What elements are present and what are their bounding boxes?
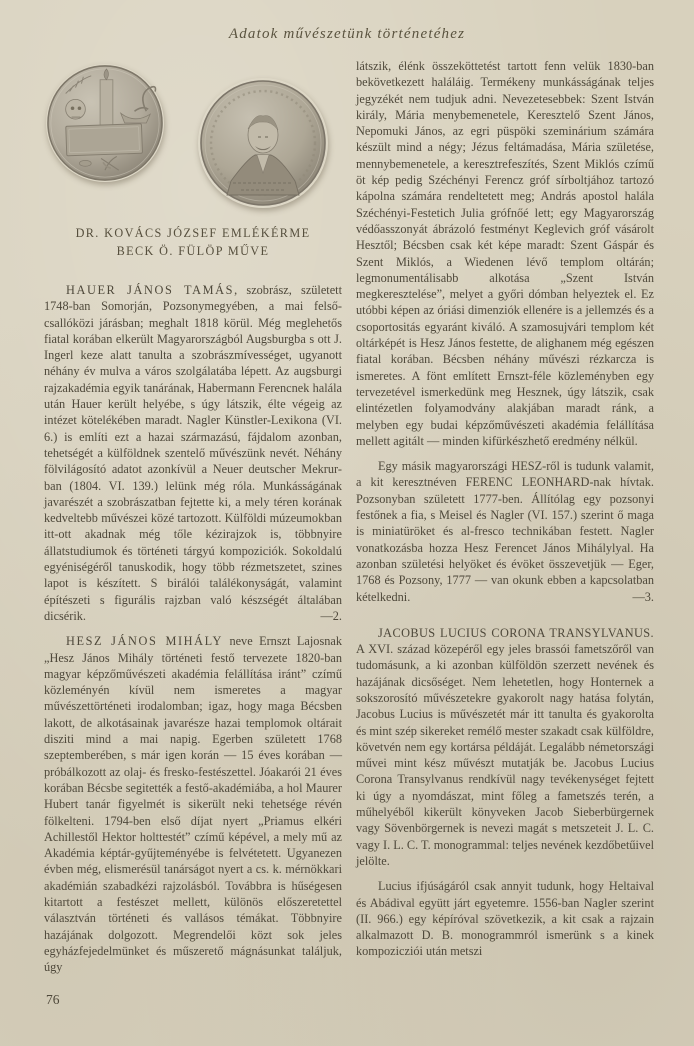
figure-caption	[44, 224, 342, 260]
running-head: Adatok művészetünk történetéhez	[228, 26, 466, 42]
paragraph-hesz-continued	[356, 58, 654, 449]
paragraph-text: neve Ernszt Lajosnak „Hesz János Mihály történeti festő tervezete 1820-ban magyar képzőművészeti akadémia felállítása iránt” czímű közleményén kívül nem ismeretes a magyar művészettörténeti irodalomban; igaz, hogy maga Bécsben lakott, de alkotásainak javarésze hazai templomok oltárait disziti mind a mai napig. Egerben született 1768 szeptemberében, s már igen korán — 15 éves korában — próbálkozott az olaj- és fresko-festészettel. Jóakarói 21 éves korában Bécsbe segitették a festő-akadémiába, a hol Maurer Hubert tanár figyelmét is sikerült neki tehetsége révén fölkelteni. 1794-ben első díjat nyert „Priamus elkéri Achillestől Hektor holttestét” czímű képével, a mely mű az Akadémia képtár-gyűjteményébe is felvétetett. Ugyanezen évben még, elismerésül tanárságot nyert a cs. k. mérnökkari akadémián szabadkézi rajzolásból. Továbbra is hűségesen kitartott a festészet mellett, különös előszeretettel választván történeti és vallásos témákat. Többnyire hazájának dolgozott. Megrendelői közt sok jeles egyházfejedelmünket és műszerető mágnásunkat találjuk, úgy	[44, 634, 342, 975]
person-name-lead: JACOBUS LUCIUS CORONA TRANSYLVANUS.	[378, 625, 654, 640]
page-number: 76	[46, 992, 60, 1007]
paragraph-text: , szobrász, született 1748-ban Somorján, Pozsonymegyében, a mai felső-csallóközi járásban; meghalt 1818 körül. Még meglehetős fiatal korában elkerült Magyarországból Augsburgba s ott J. Ingerl keze alatt tanulta a szobrászmívességet, ugyanott néhány év mulva a város szolgálatába lépett. Az augsburgi rajzakadémia egyik tanárának, Habermann Ferencnek halála után Hauer került helyébe, s úgy látszik, élte végeig az intézet kötelékében maradt. Nagler Künstler-Lexikona (VI. 6.) is említi ezt a hazai származású, fájdalom azonban, tehetségét a külföldnek szentelő művészünk nevét. Néhány fölvilágosító adatot azonkívül a Neuer deutscher Mekrur-ban (1804. VI. 139.) lelünk még róla. Munkásságának javarészét a szobrászatban fejtette ki, a mely téren korának kedveltebb művészei közé tartozott. Külföldi múzeumokban itt-ott akadnak még tőle kézirajzok is, többnyire állatstudiumok és történeti tárgyú kompoziciók. Sokoldalú egyéniségéről tanuskodik, hogy több rézmetszetet, szines lapot is készített. S birálói találékonyságát, valamint építészeti s figurális rajzban való készségét általában dicsérik.	[44, 283, 343, 623]
paragraph-text: A XVI. század közepéről egy jeles brassói fametszőről van tudomásunk, a ki azonban külföldön szerzett nevének és hazájának dicsőséget. Nem lehetetlen, hogy Honternek a sokszorosító művészetekre gyakorolt nagy hatása folytán, Jacobus Lucius is művészetét már itt tanulta és gyakorolta és mint szép sikereket remélő mester szakadt csak külföldre, követvén nem egy kortársa példáját. Legalább németországi művei mint kész művészt mutatják be. Jacobus Lucius Corona Transylvanus rendkívül nagy tevékenységet fejtett ki úgy a nyomdászat, mint főleg a fametszés terén, a műhelyéből kikerült könyveken Jacob Sieberbürgernek vagy Sövenbörgernek is nevezi magát s metszeteit J. L. C. vagy I. L. C. T. monogrammal: teljes nevének kezdőbetűivel jelölte.	[356, 642, 655, 868]
column-right	[356, 58, 654, 969]
paragraph-text: látszik, élénk összeköttetést tartott fenn velük 1830-ban bekövetkezett haláláig. Termékeny munkásságának teljes jegyzékét nem tudjuk adni. Nevezetesebbek: Szent István király, Mária menybemenetele, Keresztelő Szent János, Nepomuki János, az egri püspöki szeminárium számára készült mind a négy; Jézus feltámadása, Mária születése, mennybemenetele, a keresztrefeszítés, Szent Miklós czímű öt kép pedig Széchényi Ferencz gróf sírboltjához tartozó kápolna számára rendeltetett meg; András apostol halála Széchényi-Festetich Julia grófnőé lett; egy Magyarország védőasszonyát ábrázoló festményt Keglevich gróf vásárolt Hesztől; Bécsben csak két képe maradt: Szent Gáspár és Szent Miklós, a Wiedenen lévő templom oltárán; legmonumentálisabb alkotása „Szent István megkeresztelése”, melyet a győri dómban helyeztek el. Ez utóbbi képen az óriási dimenziók ellenére is a jellemzés és a csoportositás egyaránt kiváló. A szamosujvári templom két oltárképét is Hesz János festette, de alighanem még egészen fiatal korában. Bécsben néhány művészi rézkarcza is ismeretes. A fönt említett Ernszt-féle közleményben egy tervezetével ismerkedünk meg Hesznek, úgy látszik, csak elintézetlen folyamodvány alakjában maradt ránk, a melyben egy budai képzőművészeti akadémia felállítása mellett agitált — minden kifürkészhető eredmény nélkül.	[356, 59, 654, 448]
figure-caption-line1: DR. KOVÁCS JÓZSEF EMLÉKÉRME	[75, 226, 311, 240]
paragraph-hesz-ferenc	[356, 458, 654, 605]
column-left	[44, 58, 342, 984]
medal-portrait-image	[198, 78, 328, 208]
paragraph-hauer	[44, 282, 342, 624]
paragraph-jacobus	[356, 625, 654, 869]
paragraph-hesz	[44, 633, 342, 975]
item-number-marker: —2.	[320, 608, 342, 623]
allegory-medal-icon	[46, 64, 164, 182]
item-number-marker: —3.	[632, 589, 654, 604]
portrait-medal-icon	[198, 78, 328, 208]
paragraph-text: Egy másik magyarországi HESZ-ről is tudunk valamit, a kit keresztnéven FERENC LEONHARD-nak hívtak. Pozsonyban született 1777-ben. Állítólag egy pozsonyi festőnek a fia, s Meisel és Nagler (VI. 157.) szerint ő maga is miniatüröket és al-fresco technikában festett. Nagler vonatkozásba hozza Hesz Ferencet János Mihálylyal. Ha azonban születési helyöket és évöket összevetjük — Eger, 1768 és Pozsony, 1777 — van okunk ebben a kapcsolatban kételkedni.	[356, 459, 654, 604]
paragraph-text: Lucius ifjúságáról csak annyit tudunk, hogy Heltaival és Abádival együtt járt egyetemre. 1556-ban Nagler szerint (II. 966.) egy képíróval szövetkezik, a kit csak a rajzain alkalmazott D. B. monogrammról ismerünk s a kinek kompozicziói után metszi	[356, 879, 654, 959]
person-name-lead: HESZ JÁNOS MIHÁLY	[66, 634, 224, 649]
person-name-lead: HAUER JÁNOS TAMÁS	[66, 283, 235, 297]
figure-caption-line2: BECK Ö. FÜLÖP MŰVE	[116, 244, 270, 258]
medal-images-row	[44, 62, 342, 214]
medal-figure	[44, 62, 342, 260]
medal-obverse-image	[46, 64, 164, 182]
paragraph-lucius-youth	[356, 878, 654, 959]
